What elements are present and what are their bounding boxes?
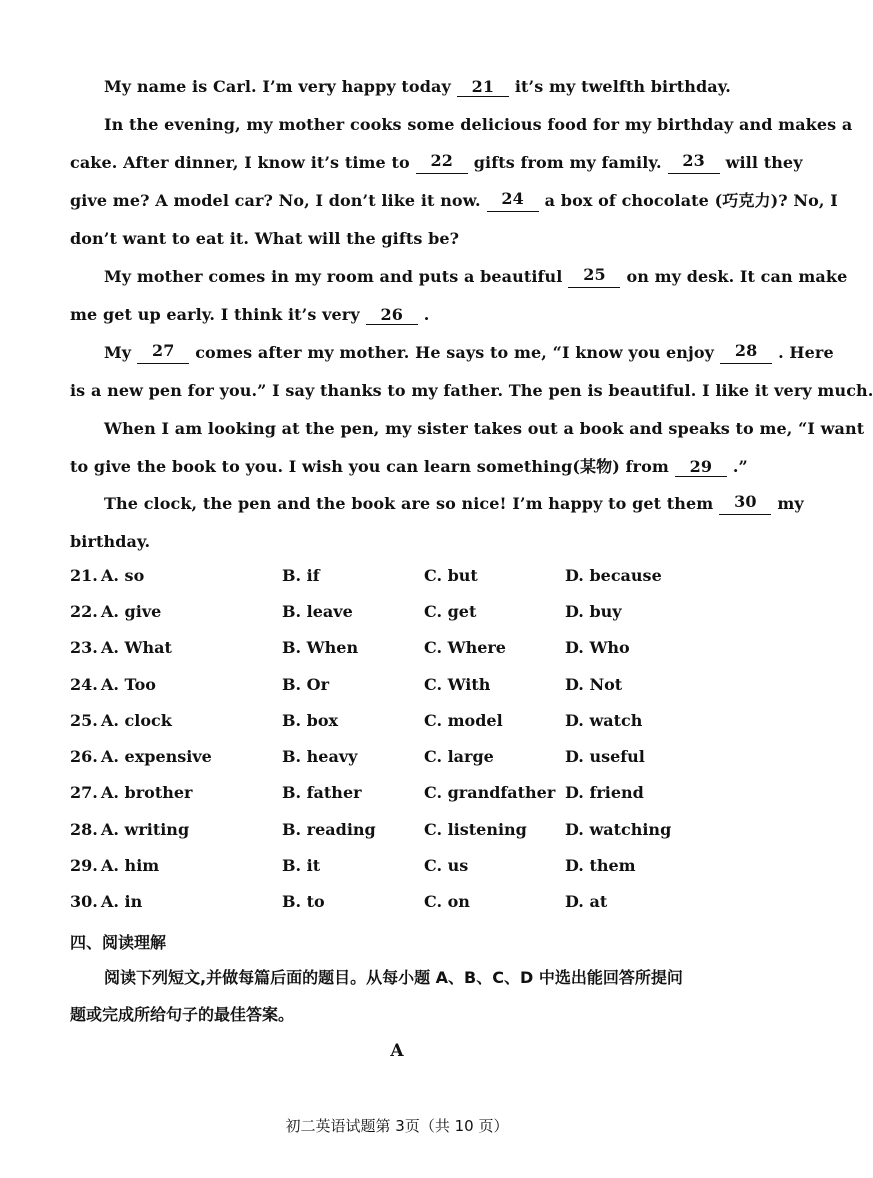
blank-22: 22 [416,152,468,174]
question-29-options [70,856,750,878]
blank-25: 25 [568,266,620,288]
option-c: C. model [424,711,503,730]
question-number: 26. [70,747,98,766]
option-c: C. but [424,566,478,585]
question-number: 23. [70,638,98,657]
section-title: 四、阅读理解 [70,933,167,952]
text: The clock, the pen and the book are so nice! I’m happy to get them [104,494,714,513]
option-c: C. With [424,675,491,694]
option-b: B. it [282,856,321,875]
text: cake. After dinner, I know it’s time to [70,153,410,172]
text: on my desk. It can make [626,267,848,286]
blank-29: 29 [675,458,727,477]
passage-line-8 [104,341,834,364]
option-d: D. at [565,892,608,911]
text: . Here [778,343,834,362]
passage-line-4 [70,189,838,212]
option-d: D. useful [565,747,645,766]
option-a: A. give [101,602,162,621]
text: my [777,494,804,513]
question-number: 28. [70,820,98,839]
text: When I am looking at the pen, my sister takes out a book and speaks to me, “I want [104,419,865,438]
question-24-options [70,675,750,697]
blank-27: 27 [137,342,189,364]
question-number: 30. [70,892,98,911]
option-c: C. listening [424,820,527,839]
option-d: D. them [565,856,636,875]
passage-line-6 [104,265,848,288]
text: comes after my mother. He says to me, “I know you enjoy [195,343,715,362]
passage-line-1 [104,76,742,98]
passage-label: A [390,1041,404,1061]
passage-line-2 [104,114,853,136]
blank-23: 23 [668,152,720,174]
passage-line-7 [70,304,742,326]
option-b: B. heavy [282,747,358,766]
option-d: D. Who [565,638,630,657]
question-number: 25. [70,711,98,730]
option-a: A. clock [101,711,172,730]
section-instruction-line-2: 题或完成所给句子的最佳答案。 [70,1005,295,1024]
question-30-options [70,892,750,914]
option-b: B. father [282,783,362,802]
question-21-options [70,566,750,588]
blank-28: 28 [720,342,772,364]
blank-21: 21 [457,78,509,97]
option-d: D. Not [565,675,623,694]
passage-line-9 [70,380,873,402]
text: to give the book to you. I wish you can learn something(某物) from [70,457,669,476]
text: is a new pen for you.” I say thanks to my father. The pen is beautiful. I like it very much. [70,381,873,400]
question-number: 22. [70,602,98,621]
passage-line-5 [70,228,742,250]
option-a: A. so [101,566,145,585]
option-d: D. buy [565,602,622,621]
blank-24: 24 [487,190,539,212]
option-b: B. leave [282,602,353,621]
option-d: D. because [565,566,662,585]
text: .” [732,457,748,476]
option-c: C. us [424,856,469,875]
option-a: A. What [101,638,172,657]
text: gifts from my family. [473,153,662,172]
option-b: B. Or [282,675,330,694]
question-28-options [70,820,750,842]
option-d: D. watch [565,711,643,730]
option-d: D. watching [565,820,672,839]
passage-line-13 [70,531,742,553]
question-26-options [70,747,750,769]
passage-line-3 [70,151,803,174]
option-b: B. box [282,711,339,730]
text: will they [725,153,803,172]
passage-line-11 [70,456,748,478]
text: me get up early. I think it’s very [70,305,360,324]
text: it’s my twelfth birthday. [514,77,731,96]
blank-30: 30 [719,493,771,515]
passage-line-12 [104,492,804,515]
option-b: B. When [282,638,359,657]
option-a: A. brother [101,783,193,802]
option-c: C. on [424,892,470,911]
text: don’t want to eat it. What will the gifts be? [70,229,460,248]
option-c: C. large [424,747,494,766]
question-number: 27. [70,783,98,802]
question-23-options [70,638,750,660]
question-number: 29. [70,856,98,875]
option-a: A. in [101,892,143,911]
blank-26: 26 [366,306,418,325]
option-b: B. reading [282,820,376,839]
option-c: C. Where [424,638,506,657]
option-c: C. grandfather [424,783,556,802]
text: a box of chocolate (巧克力)? No, I [544,191,838,210]
question-25-options [70,711,750,733]
question-22-options [70,602,750,624]
page-footer: 初二英语试题第 3页（共 10 页） [285,1117,509,1135]
option-c: C. get [424,602,477,621]
text: My [104,343,132,362]
text: birthday. [70,532,151,551]
option-b: B. to [282,892,325,911]
text: give me? A model car? No, I don’t like it now. [70,191,481,210]
text: In the evening, my mother cooks some delicious food for my birthday and makes a [104,115,853,134]
question-number: 24. [70,675,98,694]
option-b: B. if [282,566,320,585]
option-a: A. expensive [101,747,212,766]
section-instruction-line-1: 阅读下列短文,并做每篇后面的题目。从每小题 A、B、C、D 中选出能回答所提问 [104,968,683,987]
option-a: A. Too [101,675,156,694]
question-27-options [70,783,750,805]
text: My mother comes in my room and puts a beautiful [104,267,563,286]
option-a: A. writing [101,820,190,839]
option-a: A. him [101,856,160,875]
text: . [423,305,430,324]
question-number: 21. [70,566,98,585]
text: My name is Carl. I’m very happy today [104,77,451,96]
passage-line-10 [104,418,865,440]
option-d: D. friend [565,783,644,802]
